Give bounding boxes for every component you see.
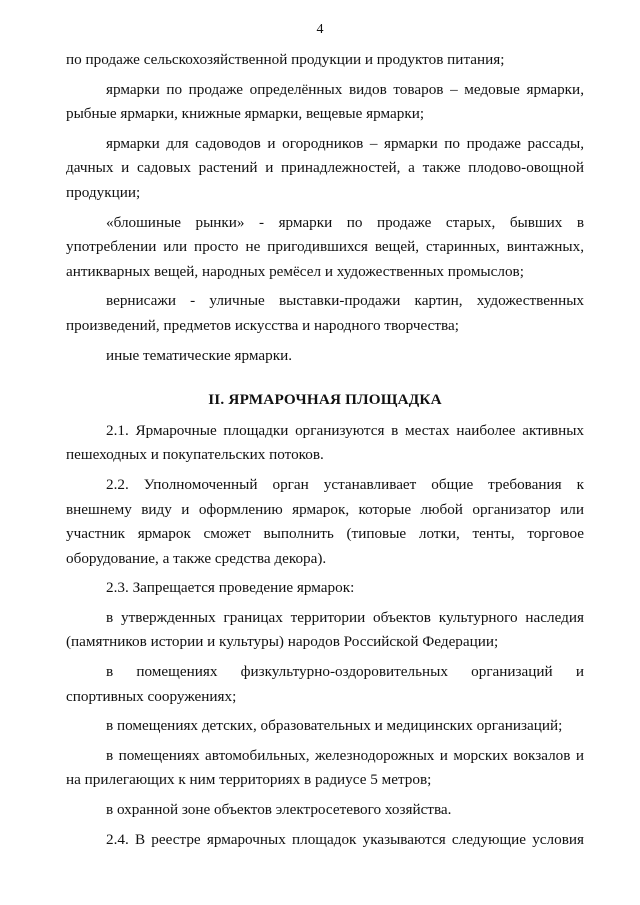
page-number: 4 [316,22,324,37]
paragraph: в помещениях детских, образовательных и медицинских организаций; [106,717,563,735]
paragraph: «блошиные рынки» - ярмарки по продаже старых, бывших в употреблении или просто не пригодившихся вещей, старинных, винтажных, антикварных вещей, народных ремёсел и художественных промыслов; [66,213,584,280]
paragraph: иные тематические ярмарки. [106,346,293,364]
paragraph: ярмарки для садоводов и огородников – ярмарки по продаже рассады, дачных и садовых растений и принадлежностей, а также плодово-овощной продукции; [66,134,584,201]
paragraph: вернисажи - уличные выставки-продажи картин, художественных произведений, предметов искусства и народного творчества; [66,292,584,334]
paragraph: 2.2. Уполномоченный орган устанавливает общие требования к внешнему виду и оформлению ярмарок, которые любой организатор или участник ярмарок сможет выполнить (типовые лотки, тенты, торговое оборудование, а также средства декора). [66,475,584,567]
paragraph: 2.4. В реестре ярмарочных площадок указываются следующие условия [106,830,584,848]
document-body [66,48,584,857]
paragraph: в охранной зоне объектов электросетевого хозяйства. [106,801,452,819]
paragraph: ярмарки по продаже определённых видов товаров – медовые ярмарки, рыбные ярмарки, книжные ярмарки, вещевые ярмарки; [66,80,584,123]
paragraph: в помещениях автомобильных, железнодорожных и морских вокзалов и на прилегающих к ним территориях в радиусе 5 метров; [66,746,584,789]
paragraph: по продаже сельскохозяйственной продукции и продуктов питания; [66,51,505,68]
paragraph: 2.3. Запрещается проведение ярмарок: [106,579,355,597]
paragraph: 2.1. Ярмарочные площадки организуются в местах наиболее активных пешеходных и покупательских потоков. [66,421,584,464]
paragraph: в помещениях физкультурно-оздоровительных организаций и спортивных сооружениях; [66,663,584,705]
paragraph: в утвержденных границах территории объектов культурного наследия (памятников истории и культуры) народов Российской Федерации; [66,608,584,651]
section-heading: II. ЯРМАРОЧНАЯ ПЛОЩАДКА [208,391,442,409]
